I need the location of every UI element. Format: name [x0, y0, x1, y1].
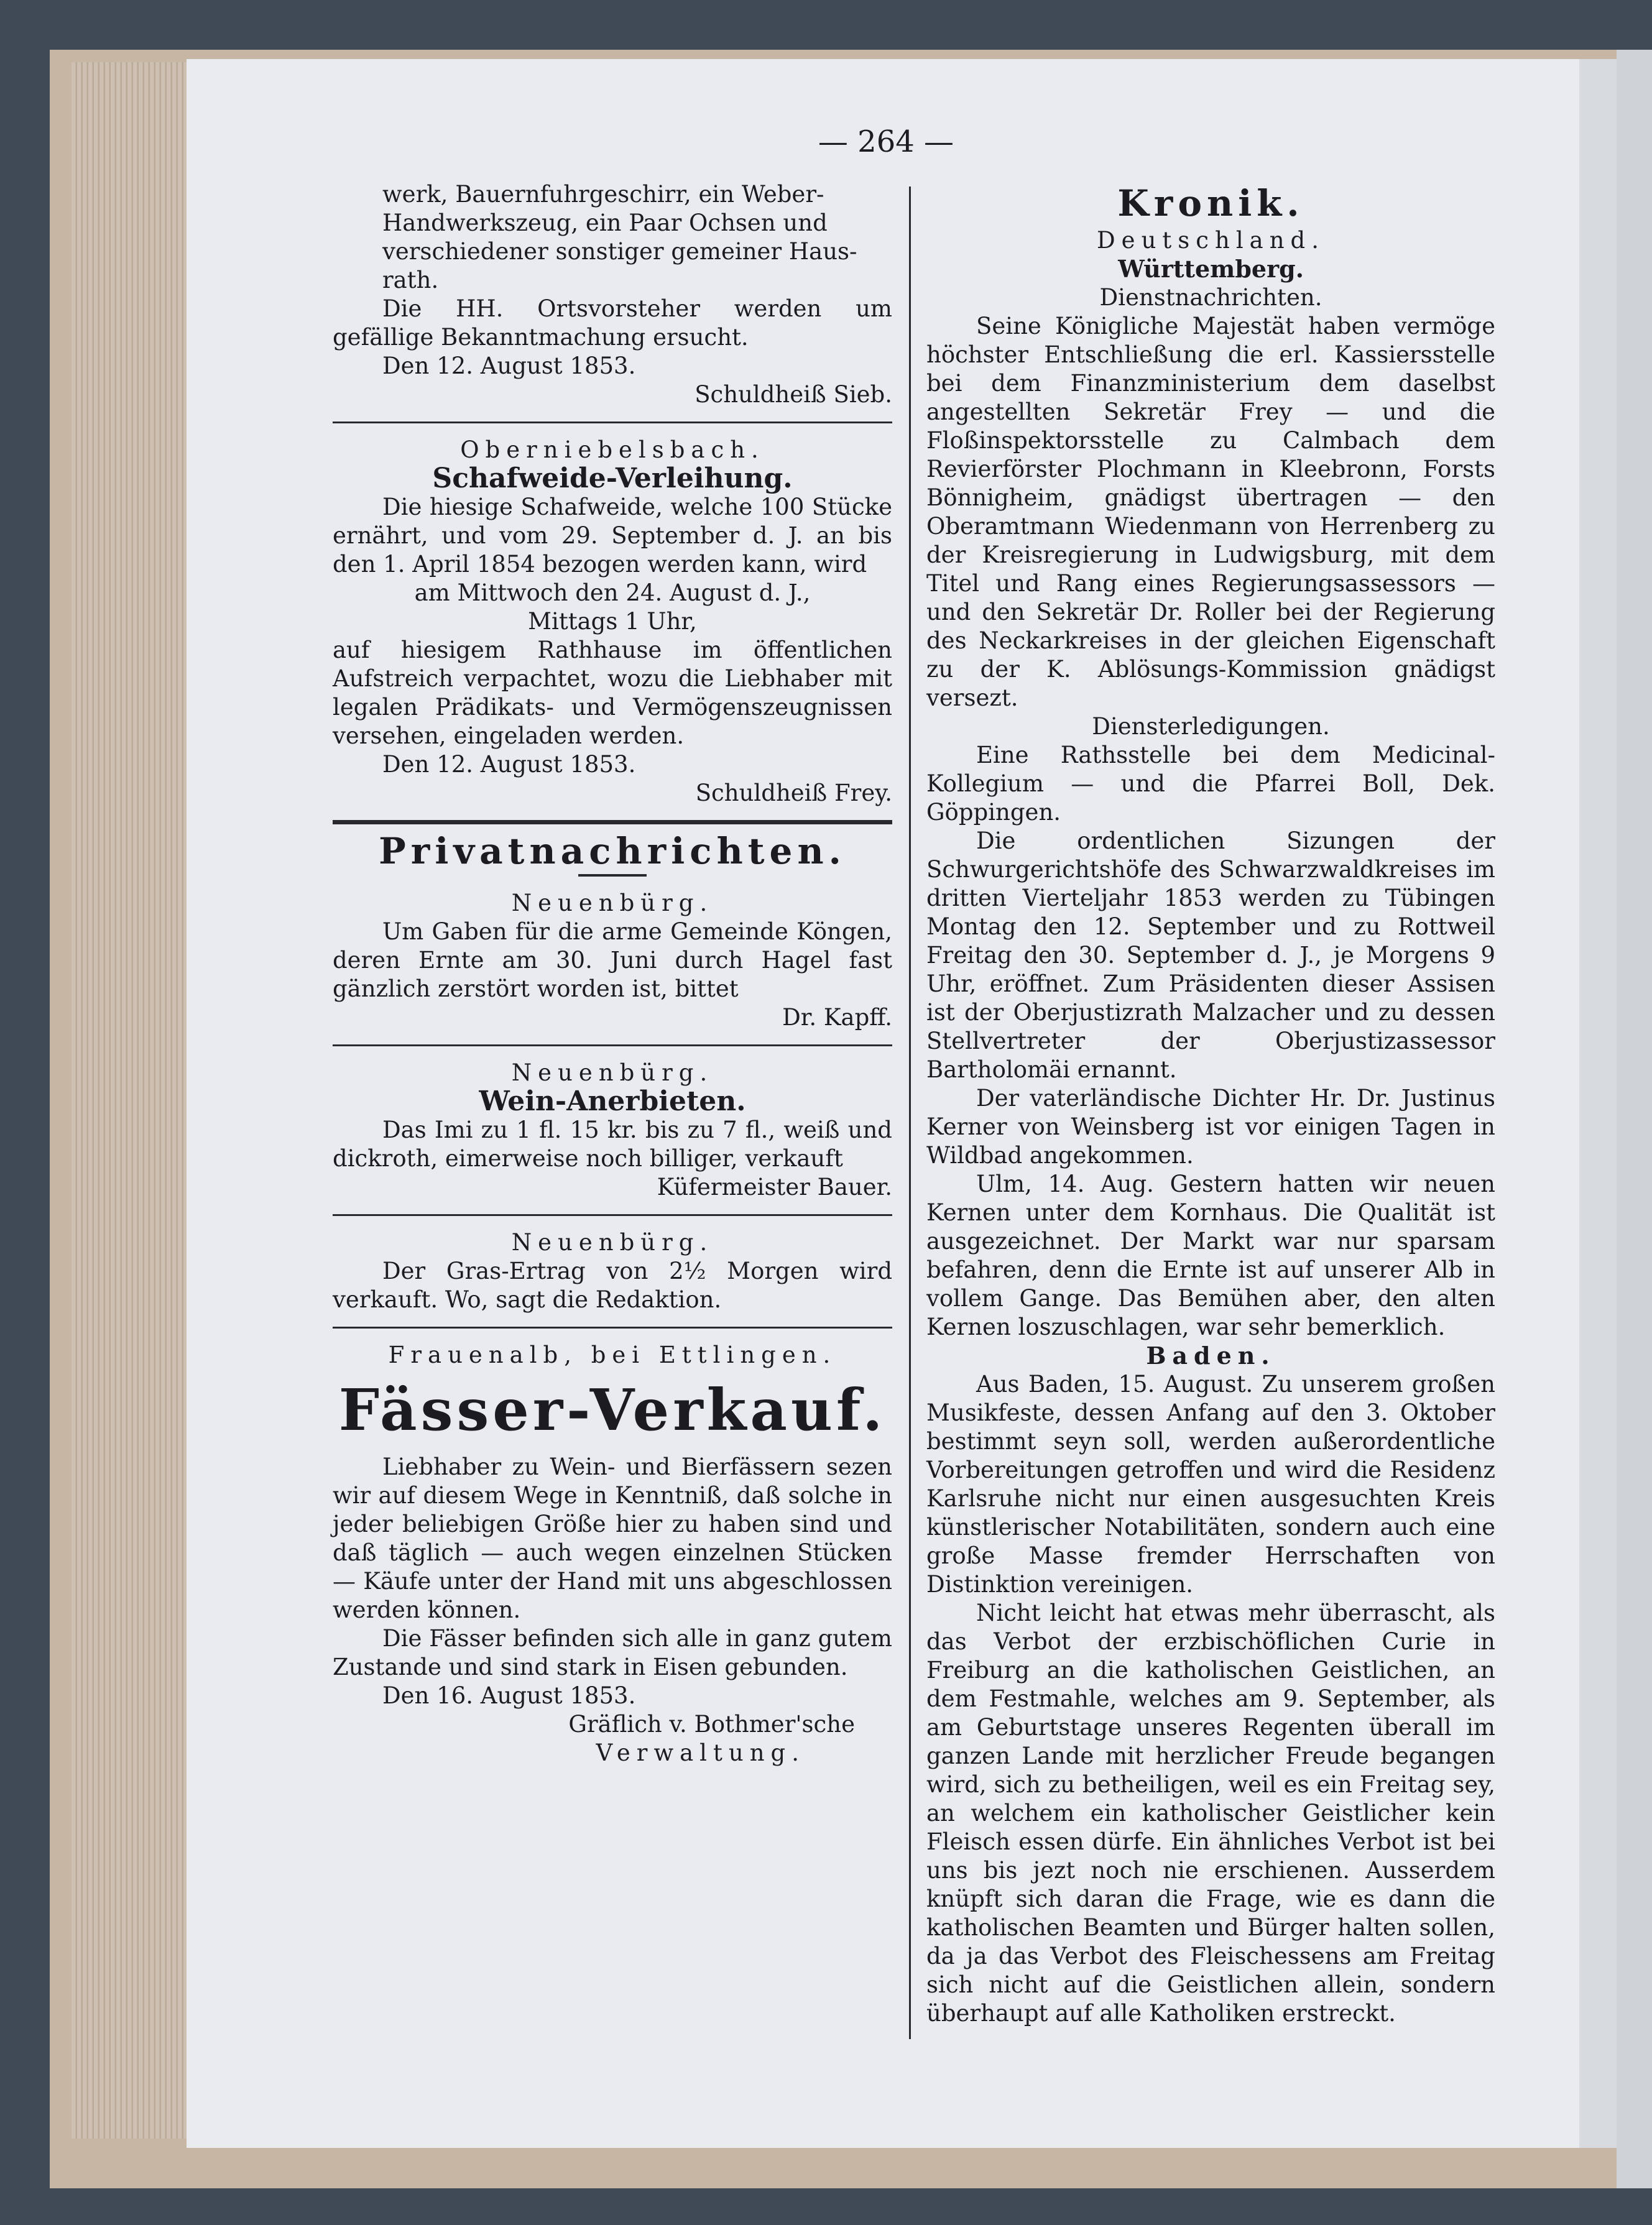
continuation-signature: Schuldheiß Sieb. — [694, 381, 892, 408]
notice-place: Frauenalb, bei Ettlingen. — [388, 1342, 837, 1368]
notice-title: Wein-Anerbieten. — [479, 1085, 746, 1117]
auction-date: am Mittwoch den 24. August d. J., — [414, 579, 811, 606]
notice-text: Das Imi zu 1 fl. 15 kr. bis zu 7 fl., weiß und dickroth, eimerweise noch billiger, verkauft — [333, 1117, 892, 1172]
faesser-notice — [333, 1341, 892, 1767]
chronicle-paragraph: Die ordentlichen Sizungen der Schwurgerichtshöfe des Schwarzwaldkreises im dritten Vierteljahr 1853 werden zu Tübingen Montag den 12. September und zu Rottweil Freitag den 30. September d. J., je Morgens 9 Uhr, eröffnet. Zum Präsidenten dieser Assisen ist der Oberjustizrath Malzacher und zu dessen Stellvertreter der Oberjustizassessor Bartholomäi ernannt. — [926, 827, 1495, 1083]
continuation-line: werk, Bauernfuhrgeschirr, ein Weber- — [382, 181, 824, 208]
notice-signature: Schuldheiß Frey. — [695, 780, 892, 806]
short-divider — [578, 874, 647, 877]
section-rule — [333, 1327, 892, 1329]
notice-text: Um Gaben für die arme Gemeinde Köngen, deren Ernte am 30. Juni durch Hagel fast gänzlich zerstört worden ist, bittet — [333, 918, 892, 1002]
notice-text: Der Gras-Ertrag von 2½ Morgen wird verkauft. Wo, sagt die Redaktion. — [333, 1258, 892, 1313]
book-gutter — [1579, 59, 1617, 2148]
section-rule — [333, 1044, 892, 1046]
notice-text: Liebhaber zu Wein- und Bierfässern sezen wir auf diesem Wege in Kenntniß, daß solche in jeder beliebigen Größe hier zu haben sind und daß täglich — auch wegen einzelnen Stücken — Käufe unter der Hand mit uns abgeschlossen werden können. — [333, 1453, 892, 1623]
chronicle-paragraph: Ulm, 14. Aug. Gestern hatten wir neuen Kernen unter dem Kornhaus. Die Qualität ist ausgezeichnet. Der Markt war nur sparsam befahren, denn die Ernte ist auf unserer Alb in vollem Gange. Das Bemühen aber, den alten Kernen loszuschlagen, war sehr bemerklich. — [926, 1171, 1495, 1340]
notice-place: Neuenbürg. — [511, 1059, 714, 1086]
notice-text: Die hiesige Schafweide, welche 100 Stücke ernährt, und vom 29. September d. J. an bis den 1. April 1854 bezogen werden kann, wird — [333, 494, 892, 578]
notice-place: Neuenbürg. — [511, 890, 714, 916]
notice-place: Neuenbürg. — [511, 1229, 714, 1256]
chronicle-paragraph: Seine Königliche Majestät haben vermöge höchster Entschließung die erl. Kassiersstelle bei dem Finanzministerium dem daselbst angestellten Sekretär Frey — und die Floßinspektorsstelle zu Calmbach dem Revierförster Plochmann in Kleebronn, Forsts Bönnigheim, gnädigst übertragen — den Oberamtmann Wiedenmann von Herrenberg zu der Kreisregierung in Ludwigsburg, mit dem Titel und Rang eines Regierungsassessors — und den Sekretär Dr. Roller bei der Regierung des Neckarkreises in der gleichen Eigenschaft zu der K. Ablösungs-Kommission gnädigst versezt. — [926, 313, 1495, 711]
privat-section — [333, 830, 892, 1032]
continuation-line: rath. — [382, 267, 439, 293]
notice-signature: Gräflich v. Bothmer'sche — [568, 1711, 855, 1738]
continuation-request: Die HH. Ortsvorsteher werden um gefällige Bekanntmachung ersucht. — [333, 295, 892, 351]
section-rule — [333, 820, 892, 824]
notice-place: Oberniebelsbach. — [460, 436, 765, 463]
state-heading: Württemberg. — [1118, 255, 1304, 283]
chronicle-title: Kronik. — [1117, 182, 1304, 224]
right-column — [926, 180, 1495, 2028]
wein-notice — [333, 1059, 892, 1202]
notice-signature: Dr. Kapff. — [782, 1004, 892, 1031]
continuation-line: Handwerkszeug, ein Paar Ochsen und — [382, 210, 828, 236]
page-number: — 264 — — [818, 124, 954, 159]
left-column — [333, 180, 892, 1767]
notice-text: Die Fässer befinden sich alle in ganz gutem Zustande und sind stark in Eisen gebunden. — [333, 1625, 892, 1680]
auction-time: Mittags 1 Uhr, — [528, 608, 697, 635]
continuation-notice — [333, 180, 892, 409]
subsection-heading: Dienstnachrichten. — [1099, 284, 1322, 311]
section-title: Privatnachrichten. — [379, 830, 846, 872]
notice-signature: Verwaltung. — [596, 1739, 805, 1766]
notice-date: Den 16. August 1853. — [382, 1682, 636, 1709]
section-rule — [333, 422, 892, 423]
country-heading: Deutschland. — [1097, 227, 1325, 254]
notice-signature: Küfermeister Bauer. — [657, 1174, 892, 1200]
notice-text: auf hiesigem Rathhause im öffentlichen Aufstreich verpachtet, wozu die Liebhaber mit legalen Prädikats- und Vermögenszeugnissen versehen, eingeladen werden. — [333, 637, 892, 749]
chronicle-paragraph: Aus Baden, 15. August. Zu unserem großen Musikfeste, dessen Anfang auf den 3. Oktober bestimmt seyn soll, werden außerordentliche Vorbereitungen getroffen und wird die Residenz Karlsruhe nicht nur einen ausgesuchten Kreis künstlerischer Notabilitäten, sondern auch eine große Masse fremder Herrschaften von Distinktion vereinigen. — [926, 1371, 1495, 1598]
gras-notice — [333, 1228, 892, 1314]
notice-title: Fässer-Verkauf. — [338, 1376, 887, 1444]
state-heading: Baden. — [1146, 1342, 1276, 1370]
notice-title: Schafweide-Verleihung. — [432, 463, 793, 494]
schafweide-notice — [333, 436, 892, 808]
page-edges — [72, 62, 187, 2139]
notice-date: Den 12. August 1853. — [382, 751, 636, 778]
continuation-date: Den 12. August 1853. — [382, 352, 636, 379]
chronicle-paragraph: Eine Rathsstelle bei dem Medicinal-Kollegium — und die Pfarrei Boll, Dek. Göppingen. — [926, 742, 1495, 826]
column-divider — [909, 187, 911, 2039]
continuation-line: verschiedener sonstiger gemeiner Haus- — [382, 238, 857, 265]
section-rule — [333, 1214, 892, 1216]
chronicle-paragraph: Der vaterländische Dichter Hr. Dr. Justinus Kerner von Weinsberg ist vor einigen Tagen in Wildbad angekommen. — [926, 1085, 1495, 1169]
subsection-heading: Diensterledigungen. — [1092, 713, 1330, 740]
facing-page-edge — [1617, 50, 1652, 2188]
chronicle-paragraph: Nicht leicht hat etwas mehr überrascht, als das Verbot der erzbischöflichen Curie in Freiburg an die katholischen Geistlichen, an dem Festmahle, welches am 9. September, als am Geburtstage unseres Regenten überall im ganzen Lande mit herzlicher Freude begangen wird, sich zu betheiligen, weil es ein Freitag sey, an welchem ein katholischer Geistlicher kein Fleisch essen dürfe. Ein ähnliches Verbot ist bei uns bis jezt noch nie erschienen. Ausserdem knüpft sich daran die Frage, wie es dann die katholischen Beamten und Bürger halten sollen, da ja das Verbot des Fleischessens am Freitag sich nicht auf die Geistlichen allein, sondern überhaupt auf alle Katholiken erstreckt. — [926, 1600, 1495, 2027]
